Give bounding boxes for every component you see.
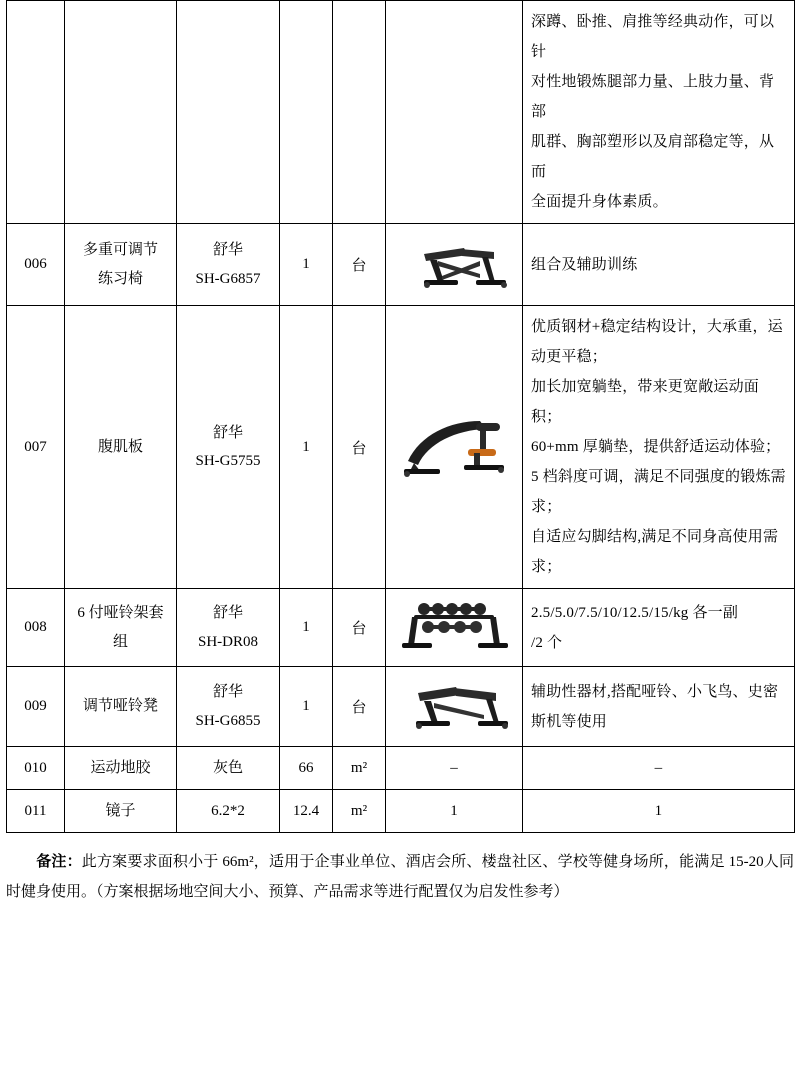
- cell-desc: [523, 1, 795, 224]
- cell-no: 010: [7, 747, 65, 790]
- name-line: 镜子: [105, 802, 136, 819]
- cell-no: 011: [7, 790, 65, 833]
- cell-name: [65, 589, 177, 667]
- brand-line: 舒华: [212, 424, 243, 441]
- desc-line: 辅助性器材,搭配哑铃、小飞鸟、史密: [531, 683, 779, 700]
- desc-line: 全面提升身体素质。: [531, 194, 668, 210]
- cell-qty: 1: [280, 589, 333, 667]
- cell-unit: 台: [333, 589, 386, 667]
- dumbbell-rack-image: [394, 595, 514, 655]
- cell-unit: 台: [333, 306, 386, 589]
- desc-line: 2.5/5.0/7.5/10/12.5/15/kg 各一副: [531, 604, 739, 621]
- cell-desc: –: [523, 747, 795, 790]
- cell-brand: [177, 306, 280, 589]
- brand-line: 灰色: [212, 759, 243, 776]
- desc-line: 求；: [531, 559, 562, 575]
- table-row: [7, 667, 795, 747]
- cell-brand: [177, 589, 280, 667]
- cell-unit: 台: [333, 667, 386, 747]
- cell-no: 007: [7, 306, 65, 589]
- cell-name: [65, 306, 177, 589]
- brand-line: 舒华: [212, 242, 243, 258]
- note-label: 备注：: [36, 854, 82, 870]
- desc-line: 5 档斜度可调，满足不同强度的锻炼需: [531, 469, 786, 485]
- cell-image: [386, 667, 523, 747]
- ab-board-image: [394, 409, 518, 481]
- cell-unit: m²: [333, 790, 386, 833]
- cell-qty: 1: [280, 224, 333, 306]
- cell-image: [386, 306, 523, 589]
- cell-brand: [177, 224, 280, 306]
- cell-unit: [333, 1, 386, 224]
- desc-line: /2 个: [531, 634, 563, 651]
- cell-desc: [523, 667, 795, 747]
- cell-name: [65, 1, 177, 224]
- name-line: 组: [112, 633, 128, 650]
- cell-desc: [523, 224, 795, 306]
- desc-line: 组合及辅助训练: [531, 256, 638, 273]
- cell-no: [7, 1, 65, 224]
- brand-model: SH-G5755: [195, 453, 261, 469]
- name-line: 6 付哑铃架套: [77, 605, 164, 621]
- cell-unit: 台: [333, 224, 386, 306]
- table-row: [7, 306, 795, 589]
- cell-brand: [177, 790, 280, 833]
- desc-line: 求；: [531, 499, 562, 515]
- cell-desc: 1: [523, 790, 795, 833]
- name-line: 多重可调节: [82, 242, 158, 258]
- name-line: 练习椅: [97, 270, 143, 287]
- cell-qty: 12.4: [280, 790, 333, 833]
- name-line: 运动地胶: [90, 759, 151, 776]
- cell-qty: 1: [280, 306, 333, 589]
- desc-line: 肌群、胸部塑形以及肩部稳定等，从而: [531, 134, 775, 180]
- cell-name: [65, 747, 177, 790]
- name-line: 腹肌板: [97, 438, 143, 455]
- desc-line: 斯机等使用: [531, 713, 608, 730]
- cell-image: –: [386, 747, 523, 790]
- table-row: [7, 224, 795, 306]
- cell-name: [65, 667, 177, 747]
- cell-unit: m²: [333, 747, 386, 790]
- name-line: 调节哑铃凳: [82, 698, 158, 715]
- cell-brand: [177, 667, 280, 747]
- cell-qty: 1: [280, 667, 333, 747]
- note-text-line1: 此方案要求面积小于 66m²，适用于企事业单位、酒店会所、楼盘社区、学校等健身场所，能满足 15-20: [81, 854, 764, 870]
- desc-line: 动更平稳；: [531, 349, 608, 365]
- brand-line: 舒华: [212, 605, 243, 621]
- brand-line: 舒华: [212, 684, 243, 700]
- cell-no: 008: [7, 589, 65, 667]
- brand-model: SH-G6855: [195, 712, 261, 729]
- cell-qty: [280, 1, 333, 224]
- desc-line: 60+mm 厚躺垫，提供舒适运动体验；: [531, 439, 781, 455]
- table-row: [7, 589, 795, 667]
- cell-brand: [177, 1, 280, 224]
- brand-line: 6.2*2: [211, 802, 245, 819]
- table-row: [7, 790, 795, 833]
- equipment-table: [6, 0, 795, 833]
- cell-image: 1: [386, 790, 523, 833]
- cell-no: 006: [7, 224, 65, 306]
- table-row: [7, 1, 795, 224]
- brand-model: SH-G6857: [195, 270, 261, 287]
- note-text-line2: 人同时健身使用。（方案根据场地空间大小、预算、产品需求等进行配置仅为启发性参考）: [6, 854, 794, 900]
- cell-image: [386, 224, 523, 306]
- cell-no: 009: [7, 667, 65, 747]
- cell-image: [386, 589, 523, 667]
- cell-desc: [523, 306, 795, 589]
- cell-name: [65, 224, 177, 306]
- cell-name: [65, 790, 177, 833]
- table-row: [7, 747, 795, 790]
- dumbbell-bench-image: [394, 673, 514, 735]
- cell-desc: [523, 589, 795, 667]
- desc-line: 加长加宽躺垫，带来更宽敞运动面积；: [531, 379, 760, 425]
- desc-line: 深蹲、卧推、肩推等经典动作，可以针: [531, 14, 775, 60]
- cell-qty: 66: [280, 747, 333, 790]
- footer-note: [6, 847, 794, 907]
- desc-line: 优质钢材+稳定结构设计，大承重，运: [531, 319, 783, 335]
- cell-image: [386, 1, 523, 224]
- adjustable-bench-image: [394, 230, 514, 294]
- cell-brand: [177, 747, 280, 790]
- brand-model: SH-DR08: [197, 633, 258, 650]
- desc-line: 自适应勾脚结构,满足不同身高使用需: [531, 529, 779, 545]
- desc-line: 对性地锻炼腿部力量、上肢力量、背部: [531, 74, 775, 120]
